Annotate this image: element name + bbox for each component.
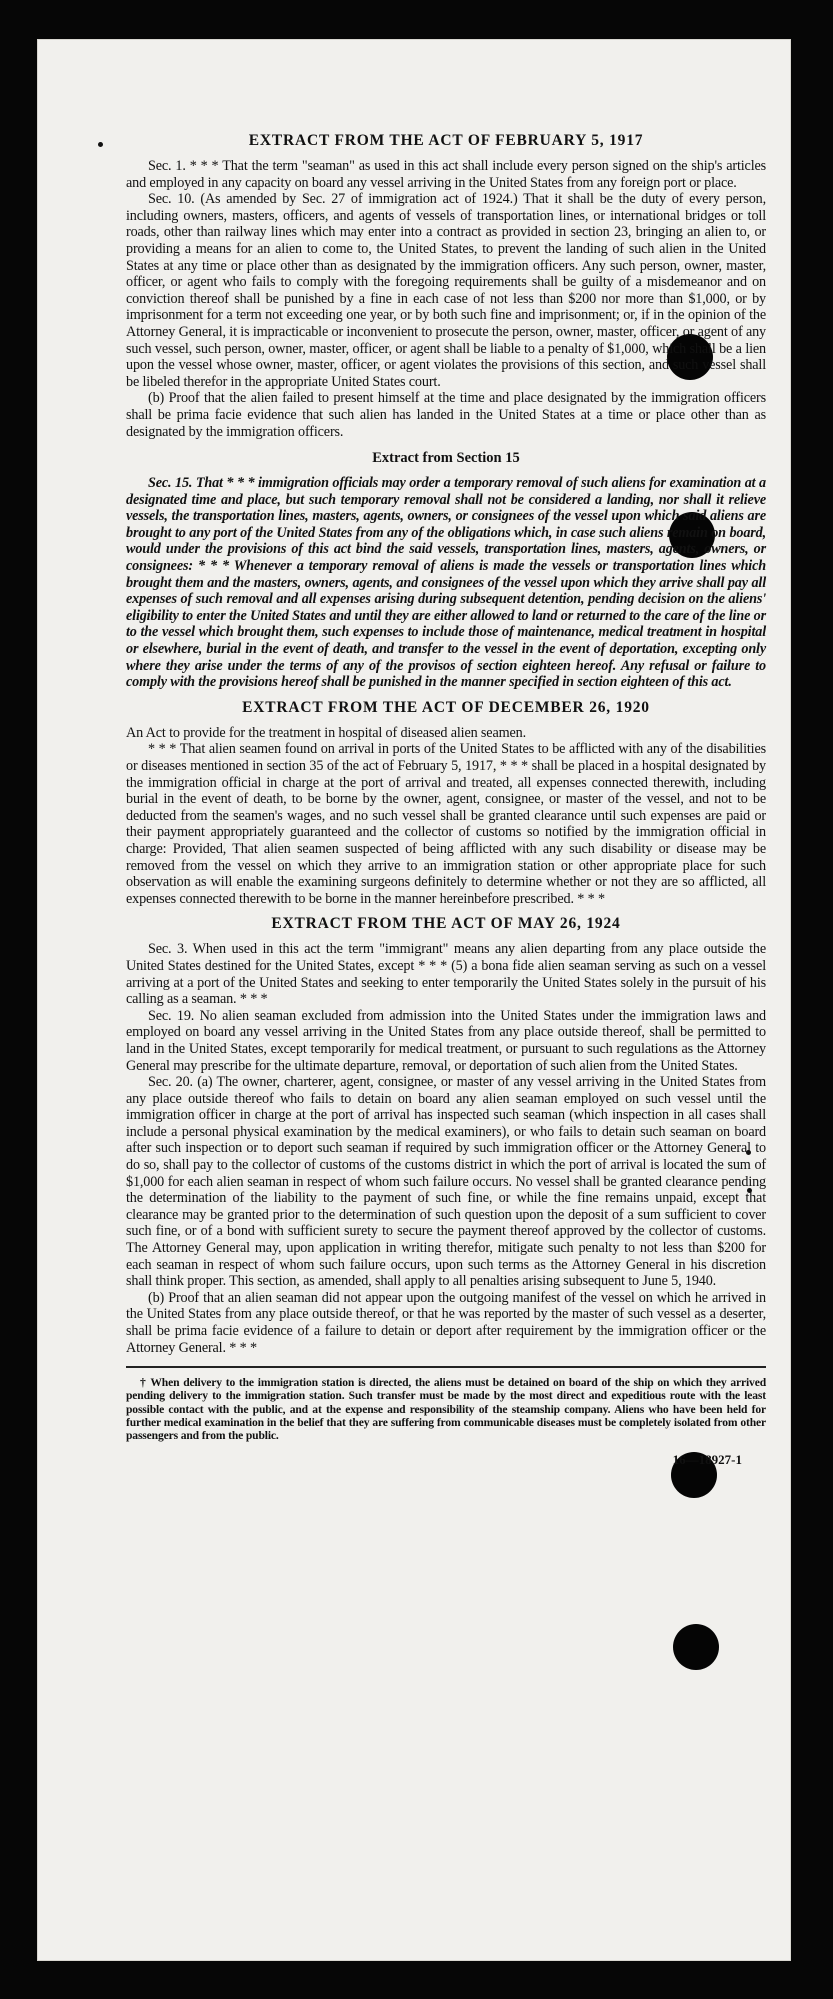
section-title: EXTRACT FROM THE ACT OF FEBRUARY 5, 1917 — [248, 132, 644, 149]
paragraph: Sec. 1. * * * That the term "seaman" as used in this act shall include every person signed on the ship's articles and employed in any capacity on board any vessel arriving in the United States from any foreign port or place. — [126, 158, 766, 191]
paragraph: Sec. 3. When used in this act the term "immigrant" means any alien departing from any place outside the United States destined for the United States, except * * * (5) a bona fide alien seaman serving as such on a vessel arriving at a port of the United States and seeking to enter temporarily the United States solely in the pursuit of his calling as a seaman. * * * — [126, 941, 766, 1008]
punch-hole — [673, 1624, 719, 1670]
speck — [98, 142, 103, 147]
section-subtitle: Extract from Section 15 — [372, 450, 520, 467]
paragraph: Sec. 20. (a) The owner, charterer, agent, consignee, or master of any vessel arriving in the United States from any place outside thereof who fails to detain on board any alien seaman employed on such vessel until the immigration officer in charge at the port of arrival has inspected such seaman (which inspection in all cases shall include a personal physical examination by the medical examiners), or who fails to detain such seaman on board after such inspection or to deport such seaman if required by such immigration officer or the Attorney General to do so, shall pay to the collector of customs of the customs district in which the port of arrival is located the sum of $1,000 for each alien seaman in respect of whom such failure occurs. No vessel shall be granted clearance pending the determination of the liability to the payment of such fine, or while the fine remains unpaid, except that clearance may be granted prior to the determination of such question upon the deposit of a sum sufficient to cover such fine, or of a bond with sufficient surety to secure the payment thereof approved by the collector of customs. The Attorney General may, upon application in writing therefor, mitigate such penalty to not less than $200 for each seaman in respect of whom such failure occurs, upon such terms as the Attorney General in his discretion shall think proper. This section, as amended, shall apply to all penalties arising subsequent to June 5, 1940. — [126, 1074, 766, 1290]
footnote — [126, 1376, 766, 1442]
section-title: EXTRACT FROM THE ACT OF DECEMBER 26, 1920 — [242, 698, 650, 716]
divider — [126, 1366, 766, 1368]
section-title: EXTRACT FROM THE ACT OF MAY 26, 1924 — [271, 915, 621, 933]
paragraph: (b) Proof that the alien failed to present himself at the time and place designated by the immigration officers shall be prima facie evidence that such alien has landed in the United States at a time or place other than as designated by the immigration officers. — [126, 390, 766, 440]
document-page — [38, 40, 790, 1960]
section-act-1917 — [126, 132, 766, 440]
document-content — [126, 132, 766, 1468]
section-act-1924 — [126, 915, 766, 1356]
section-act-1920 — [126, 699, 766, 908]
paragraph: An Act to provide for the treatment in hospital of diseased alien seamen. — [126, 724, 526, 741]
paragraph: Sec. 10. (As amended by Sec. 27 of immigration act of 1924.) That it shall be the duty of every person, including owners, masters, officers, and agents of vessels of transportation lines, or international bridges or toll roads, other than railway lines which may enter into a contract as provided in section 23, bringing an alien to, or providing a means for an alien to come to, the United States, to prevent the landing of such alien in the United States at any time or place other than as designated by the immigration officers. Any such person, owner, master, officer, or agent who fails to comply with the foregoing requirements shall be guilty of a misdemeanor and on conviction thereof shall be punished by a fine in each case of not less than $200 nor more than $1,000, or by imprisonment for a term not exceeding one year, or by both such fine and imprisonment; or, if in the opinion of the Attorney General, it is impracticable or inconvenient to prosecute the person, owner, master, officer, or agent of any such vessel, such person, owner, master, officer, or agent shall be liable to a penalty of $1,000, which shall be a lien upon the vessel whose owner, master, officer, or agent violates the provisions of this section, and such vessel shall be libeled therefor in the appropriate United States court. — [126, 191, 766, 390]
paragraph: (b) Proof that an alien seaman did not appear upon the outgoing manifest of the vessel on which he arrived in the United States from any place outside thereof, or that he was reported by the master of such vessel as a deserter, shall be prima facie evidence of a failure to detain or deport after requirement by the immigration officer or the Attorney General. * * * — [126, 1289, 766, 1356]
footnote-text: † When delivery to the immigration station is directed, the aliens must be detained on board of the ship on which they arrived pending delivery to the immigration station. Such transfer must be made by the most direct and expeditious route with the least possible contact with the public, and at the expense and responsibility of the steamship company. Aliens who have been held for further medical examination in the belief that they are suffering from communicable diseases must be completely isolated from other passengers and from the public. — [126, 1376, 766, 1442]
paragraph: * * * That alien seamen found on arrival in ports of the United States to be afflicted with any of the disabilities or diseases mentioned in section 35 of the act of February 5, 1917, * * * shall be placed in a hospital designated by the immigration official in charge at the port of arrival and treated, all expenses connected therewith, including burial in the event of death, to be borne by the owner, agent, consignee, or master of the vessel, and not to be deducted from the seamen's wages, and no such vessel shall be granted clearance until such expenses are paid or their payment appropriately guaranteed and the collector of customs so notified by the immigration official in charge: Provided, That alien seamen suspected of being afflicted with any such disability or disease may be removed from the vessel on which they arrive to an immigration station or other appropriate place for such observation as will enable the examining surgeons definitely to determine whether or not they are so afflicted, all expenses connected therewith to be borne in the manner hereinbefore prescribed. * * * — [126, 741, 766, 907]
form-number: 16—18927-1 — [672, 1452, 742, 1468]
section-15-extract — [126, 450, 766, 691]
paragraph: Sec. 15. That * * * immigration officials may order a temporary removal of such aliens for examination at a designated time and place, but such temporary removal shall not be considered a landing, nor shall it relieve vessels, the transportation lines, masters, agents, owners, or consignees of the vessel upon which said aliens are brought to any port of the United States from any of the obligations which, in case such aliens remain on board, would under the provisions of this act bind the said vessels, transportation lines, masters, agents, owners, or consignees: * * * Whenever a temporary removal of aliens is made the vessels or transportation lines which brought them and the masters, owners, agents, and consignees of the vessel upon which they arrive shall pay all expenses of such removal and all expenses arising during subsequent detention, pending decision on the aliens' eligibility to enter the United States and until they are either allowed to land or returned to the care of the line or to the vessel which brought them, such expenses to include those of maintenance, medical treatment in hospital or elsewhere, burial in the event of death, and transfer to the vessel in the event of deportation, excepting only where they arise under the terms of any of the provisos of section eighteen hereof. Any refusal or failure to comply with the provisions hereof shall be punished in the manner specified in section eighteen of this act. — [126, 475, 766, 691]
paragraph: Sec. 19. No alien seaman excluded from admission into the United States under the immigration laws and employed on board any vessel arriving in the United States from any place outside thereof, shall be permitted to land in the United States, except temporarily for medical treatment, or pursuant to such regulations as the Attorney General may prescribe for the ultimate departure, removal, or deportation of such alien from the United States. — [126, 1007, 766, 1074]
